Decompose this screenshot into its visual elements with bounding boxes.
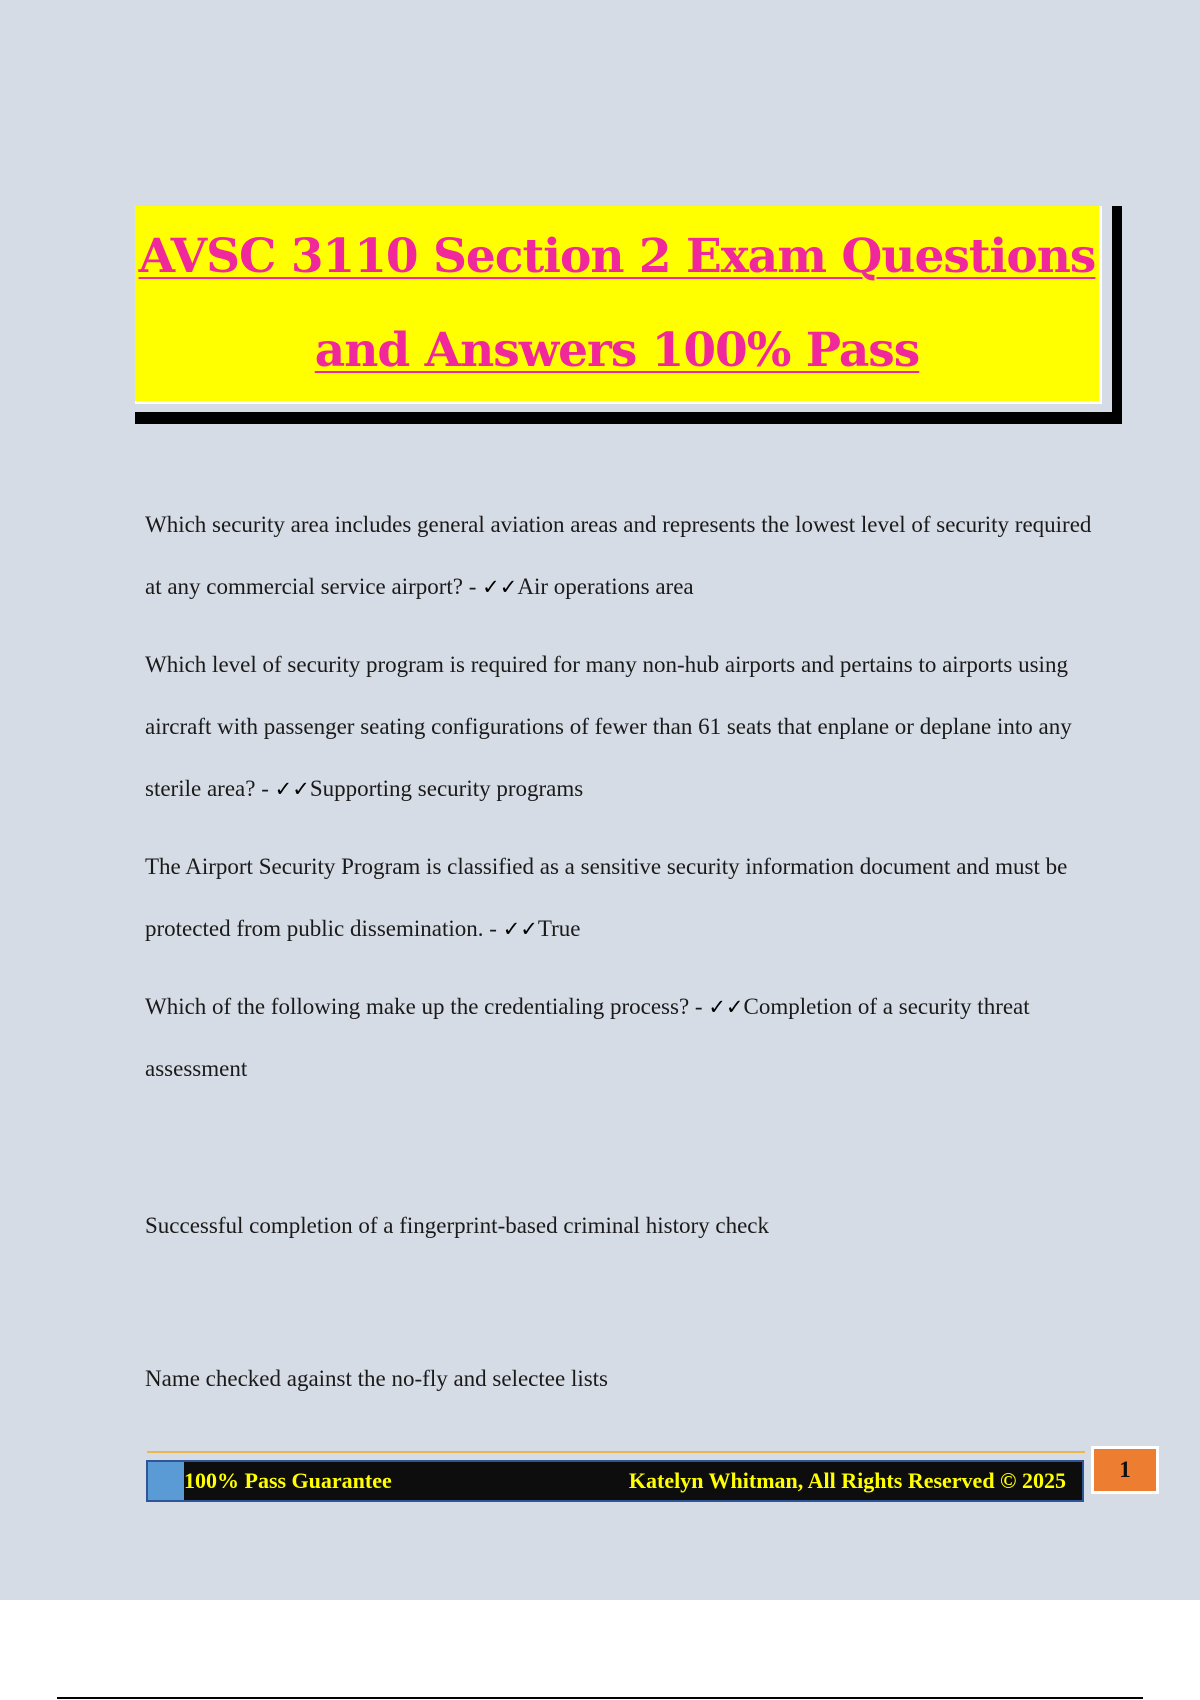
question-text: The Airport Security Program is classified as a sensitive security information document and must be protected from public dissemination. - (145, 854, 1068, 941)
answer-continuation-1: Successful completion of a fingerprint-based criminal history check (145, 1213, 769, 1238)
answer-text: Air operations area (517, 574, 694, 599)
footer-left-text: 100% Pass Guarantee (184, 1468, 392, 1493)
title-box (135, 206, 1102, 404)
answer-text: Completion of a security threat assessment (145, 994, 1030, 1081)
footer-divider (147, 1451, 1085, 1453)
qa-item-4 (145, 976, 1095, 1100)
answer-continuation-2: Name checked against the no-fly and selectee lists (145, 1366, 609, 1391)
check-mark-icon: ✓✓ (482, 575, 518, 599)
check-mark-icon: ✓✓ (502, 917, 538, 941)
page-separator (57, 1697, 1143, 1699)
qa-item-3 (145, 836, 1095, 960)
question-text: Which level of security program is required for many non-hub airports and pertains to airports using aircraft with passenger seating configurations of fewer than 61 seats that enplane or deplane into any sterile area? - (145, 652, 1072, 801)
title-shadow-bottom (135, 412, 1122, 424)
title-shadow-right (1112, 206, 1122, 424)
title-line-2: and Answers 100% Pass (314, 322, 920, 378)
answer-text: True (537, 916, 581, 941)
question-text: Which security area includes general aviation areas and represents the lowest level of security required at any commercial service airport? - (145, 512, 1092, 599)
check-mark-icon: ✓✓ (708, 995, 744, 1019)
qa-list (145, 494, 1095, 1116)
footer-bar (146, 1460, 1084, 1502)
qa-item-1 (145, 494, 1095, 618)
page-number: 1 (1091, 1446, 1159, 1494)
title-line-1: AVSC 3110 Section 2 Exam Questions (138, 228, 1096, 284)
question-text: Which of the following make up the credentialing process? - (145, 994, 709, 1019)
footer-right-text: Katelyn Whitman, All Rights Reserved © 2025 (628, 1468, 1066, 1493)
check-mark-icon: ✓✓ (274, 777, 310, 801)
answer-text: Supporting security programs (309, 776, 584, 801)
qa-item-2 (145, 634, 1095, 820)
